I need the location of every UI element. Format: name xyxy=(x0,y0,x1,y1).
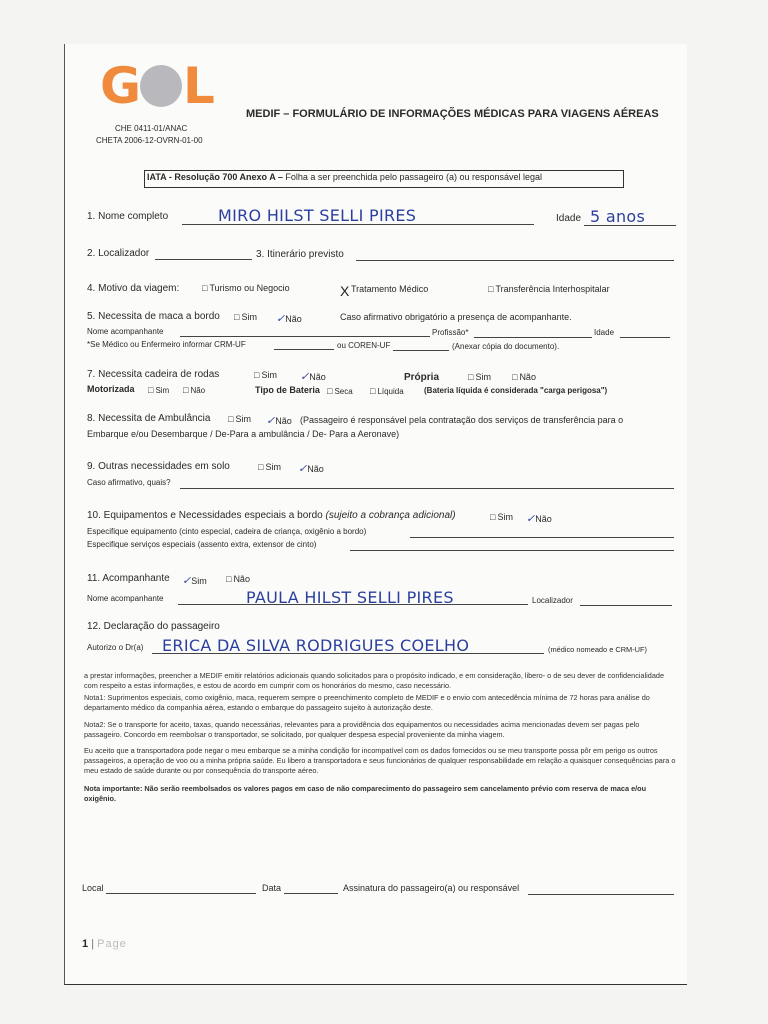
q7-bateria-seca[interactable]: □ Seca xyxy=(327,386,353,396)
q10-line-1-label: Especifique equipamento (cinto especial, cadeira de criança, oxigênio a bordo) xyxy=(87,527,367,536)
q1-label: 1. Nome completo xyxy=(87,211,169,222)
q10-italic-note: (sujeito a cobrança adicional) xyxy=(325,510,456,521)
q2-label: 2. Localizador xyxy=(87,248,150,259)
q1-age-label: Idade xyxy=(556,213,582,224)
q9-sim[interactable]: □ Sim xyxy=(258,462,281,472)
q5-crm-line xyxy=(274,349,334,350)
q10-line-2 xyxy=(350,550,674,551)
q12-authorize-label: Autorizo o Dr(a) xyxy=(87,643,144,652)
q5-coren-label: ou COREN-UF xyxy=(337,341,391,350)
q9-label: 9. Outras necessidades em solo xyxy=(87,461,230,472)
q5-nao[interactable]: ✓Não xyxy=(276,313,302,325)
q5-profession-label: Profissão* xyxy=(432,328,469,337)
paragraph-nota-2: Nota2: Se o transporte for aceito, taxas, quando necessárias, relevantes para a providência dos equipamentos ou necessidades acima mencionadas devem ser pagas pelo passageiro. Concordo em reembolsar o transportador, se solicitado, por qualquer despesa especial proveniente da minha viagem. xyxy=(84,720,640,739)
q8-label: 8. Necessita de Ambulância xyxy=(87,413,211,424)
q10-nao[interactable]: ✓Não xyxy=(526,513,552,525)
q12-doctor-value[interactable]: ERICA DA SILVA RODRIGUES COELHO xyxy=(162,636,470,655)
q5-coren-line xyxy=(393,350,449,351)
q7-propria-nao[interactable]: □ Não xyxy=(512,372,536,382)
gol-logo: G L xyxy=(100,57,213,115)
q7-label: 7. Necessita cadeira de rodas xyxy=(87,369,220,380)
q5-age-line xyxy=(620,337,670,338)
q4-option-transferencia[interactable]: □ Transferência Interhospitalar xyxy=(488,284,610,294)
q7-bateria-label: Tipo de Bateria xyxy=(255,385,320,395)
q11-nao[interactable]: □ Não xyxy=(226,574,250,584)
q1-name-value[interactable]: MIRO HILST SELLI PIRES xyxy=(218,206,417,225)
iata-label: IATA - Resolução 700 Anexo A – xyxy=(147,172,283,182)
q7-sim[interactable]: □ Sim xyxy=(254,370,277,380)
footer-signature-label: Assinatura do passageiro(a) ou responsável xyxy=(343,883,520,893)
q10-sim[interactable]: □ Sim xyxy=(490,512,513,522)
q5-age-label: Idade xyxy=(594,328,615,337)
q4-x-mark: X xyxy=(340,283,350,299)
q4-option-tratamento[interactable]: Tratamento Médico xyxy=(351,284,429,294)
q10-line-1 xyxy=(410,537,674,538)
header-code-2: CHETA 2006-12-OVRN-01-00 xyxy=(96,136,203,145)
q4-option-turismo[interactable]: □ Turismo ou Negocio xyxy=(202,283,290,293)
check-mark-icon: ✓ xyxy=(276,313,286,325)
q7-motorizada-nao[interactable]: □ Não xyxy=(183,385,206,395)
q8-nao[interactable]: ✓Não xyxy=(266,415,292,427)
q5-attach-note: (Anexar cópia do documento). xyxy=(452,342,560,351)
q8-text-1: (Passageiro é responsável pela contratação dos serviços de transferência para o xyxy=(300,415,624,425)
q12-label: 12. Declaração do passageiro xyxy=(87,621,220,632)
check-mark-icon: ✓ xyxy=(300,371,310,383)
q11-name-value[interactable]: PAULA HILST SELLI PIRES xyxy=(246,588,454,607)
q7-motorizada-sim[interactable]: □ Sim xyxy=(148,385,170,395)
q5-companion-label: Nome acompanhante xyxy=(87,327,164,336)
iata-text: Folha a ser preenchida pelo passageiro (a) ou responsável legal xyxy=(282,172,543,182)
q8-text-2: Embarque e/ou Desembarque / De-Para a ambulância / De- Para a Aeronave) xyxy=(87,429,400,439)
footer-local-line xyxy=(106,893,256,894)
check-mark-icon: ✓ xyxy=(526,513,536,525)
q1-age-value[interactable]: 5 anos xyxy=(590,207,646,226)
paragraph-nota-1: Nota1: Suprimentos especiais, como oxigênio, maca, requerem sempre o preenchimento completo de MEDIF e o envio com antecedência mínima de 72 horas para análise do departamento médico da companhia aérea, estando o embarque do passageiro sujeito à autorização deste. xyxy=(84,693,650,712)
q11-locator-label: Localizador xyxy=(532,596,573,605)
q4-label: 4. Motivo da viagem: xyxy=(87,283,180,294)
q7-propria-sim[interactable]: □ Sim xyxy=(468,372,491,382)
q9-case-label: Caso afirmativo, quais? xyxy=(87,478,171,487)
paragraph-nota-importante: Nota importante: Não serão reembolsados os valores pagos em caso de não comparecimento do passageiro sem cancelamento prévio com reserva de maca e/ou oxigênio. xyxy=(84,784,647,803)
q7-bateria-liquida[interactable]: □ Líquida xyxy=(370,386,404,396)
q11-locator-line xyxy=(580,605,672,606)
q10-label: 10. Equipamentos e Necessidades especiais a bordo (sujeito a cobrança adicional) xyxy=(87,510,456,521)
q5-profession-line xyxy=(474,337,592,338)
q11-sim[interactable]: ✓Sim xyxy=(182,575,207,587)
form-title: MEDIF – FORMULÁRIO DE INFORMAÇÕES MÉDICAS PARA VIAGENS AÉREAS xyxy=(246,108,659,120)
paragraph-acceptance: Eu aceito que a transportadora pode negar o meu embarque se a minha condição for incompatível com os dados fornecidos ou se meu transporte possa pôr em perigo os outros passageiros, a operação de voo ou a minha própria saúde. Eu libero a transportadora e seus funcionários de qualquer responsabilidade em relação a quaisquer consequências para o meu estado de saúde durante ou por consequência do transporte aéreo. xyxy=(84,746,676,775)
paragraph-1: a prestar informações, preencher a MEDIF emitir relatórios adicionais quando solicitados para o propósito indicado, e em consideração, libero- o de seu dever de confidencialidade com respeito a estas informações, e estou de acordo em cumprir com os honorários do mesmo, caso necessário. xyxy=(84,671,665,690)
q5-crm-label: *Se Médico ou Enfermeiro informar CRM-UF xyxy=(87,340,246,349)
footer-signature-line xyxy=(528,894,674,895)
q5-sim[interactable]: □ Sim xyxy=(234,312,257,322)
q7-motorizada-label: Motorizada xyxy=(87,384,135,394)
q9-case-line xyxy=(180,488,674,489)
q7-bateria-note: (Bateria líquida é considerada "carga perigosa") xyxy=(424,386,608,395)
page-number: 1 | Page xyxy=(82,938,127,950)
q11-name-label: Nome acompanhante xyxy=(87,594,164,603)
q3-line xyxy=(356,260,674,261)
check-mark-icon: ✓ xyxy=(182,575,192,587)
q11-label: 11. Acompanhante xyxy=(87,573,170,584)
q3-label: 3. Itinerário previsto xyxy=(256,249,344,260)
q12-doctor-note: (médico nomeado e CRM-UF) xyxy=(548,645,647,654)
q7-propria-label: Própria xyxy=(404,372,440,383)
q10-line-2-label: Especifique serviços especiais (assento extra, extensor de cinto) xyxy=(87,540,317,549)
q5-companion-line xyxy=(180,336,430,337)
q5-note: Caso afirmativo obrigatório a presença de acompanhante. xyxy=(340,312,572,322)
q9-nao[interactable]: ✓Não xyxy=(298,463,324,475)
check-mark-icon: ✓ xyxy=(298,463,308,475)
check-mark-icon: ✓ xyxy=(266,415,276,427)
q7-nao[interactable]: ✓Não xyxy=(300,371,326,383)
footer-date-label: Data xyxy=(262,883,282,893)
q8-sim[interactable]: □ Sim xyxy=(228,414,251,424)
header-code-1: CHE 0411-01/ANAC xyxy=(115,124,188,133)
footer-local-label: Local xyxy=(82,883,104,893)
q5-label: 5. Necessita de maca a bordo xyxy=(87,311,220,322)
q2-line xyxy=(155,259,252,260)
iata-box xyxy=(144,170,624,188)
footer-date-line xyxy=(284,893,338,894)
